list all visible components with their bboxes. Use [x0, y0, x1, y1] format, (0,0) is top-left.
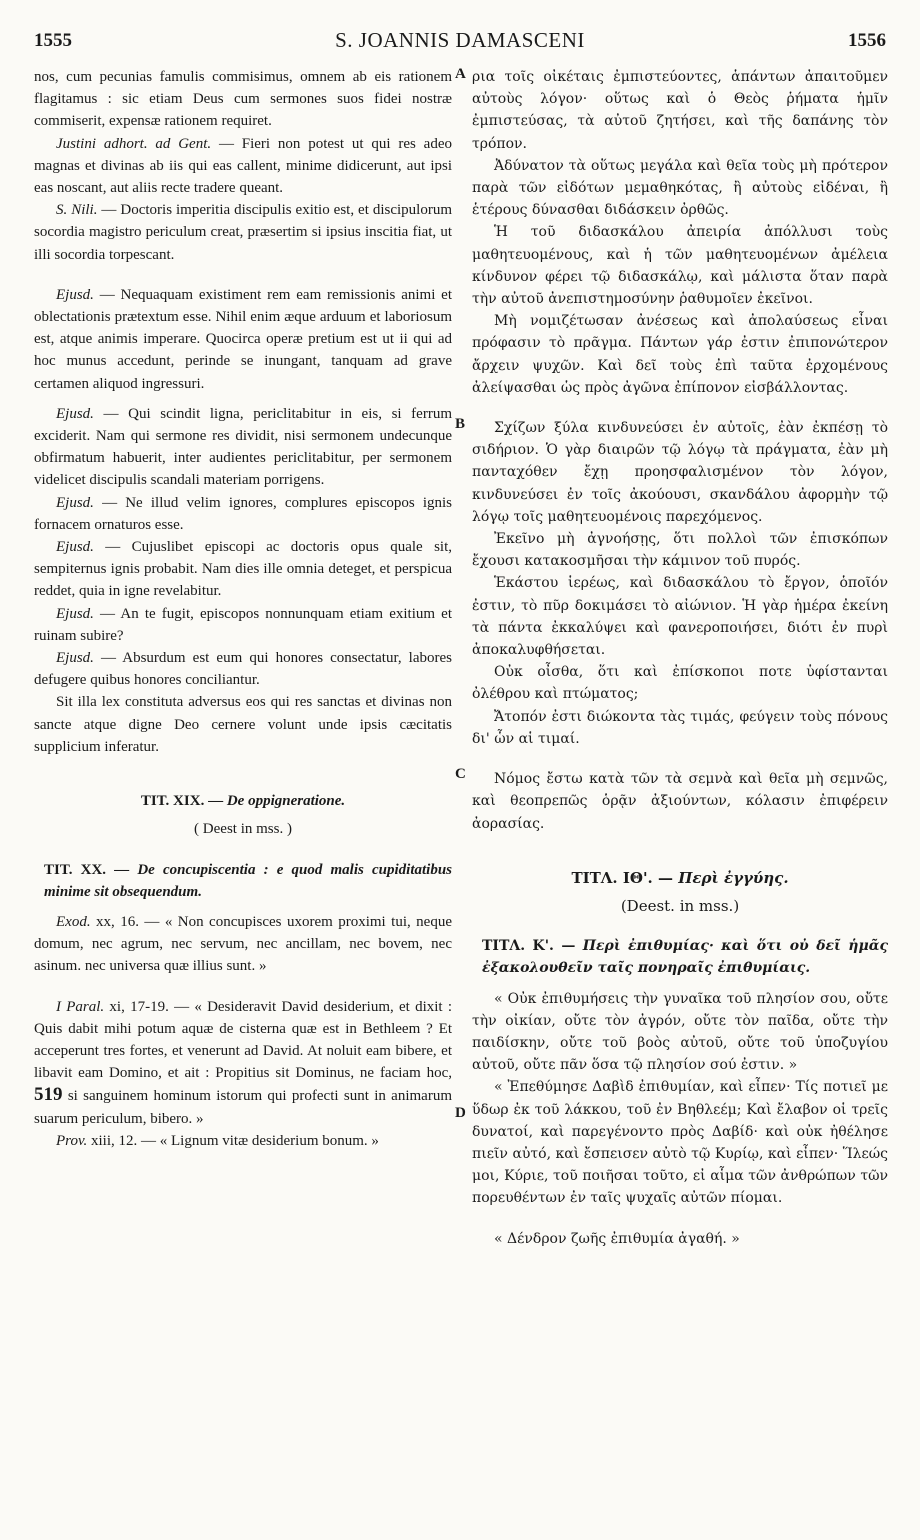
greek-paragraph: Οὐκ οἶσθα, ὅτι καὶ ἐπίσκοποι ποτε ὑφίστανται ὀλέθρου καὶ πτώματος;: [472, 664, 888, 703]
paragraph-text: xx, 16. — « Non concupisces uxorem proximi tui, neque domum, nec agrum, nec servum, nec ancillam, nec bovem, nec asinum. nec universa quæ illius sunt. »: [34, 913, 452, 975]
title-heading: [472, 867, 888, 889]
source-citation: Ejusd.: [56, 605, 94, 622]
latin-paragraph: [34, 492, 452, 536]
column-number: 519: [34, 1084, 63, 1106]
paragraph-text: — Qui scindit ligna, periclitabitur in eis, si ferrum exciderit. Nam qui sermone res dividit, nisi sermonem undecunque obfirmatum habuerit, inter audientes periclitabitur, per sermonem videlicet discipulis scandali materiam porrigens.: [34, 405, 452, 489]
title-label: ΤΙΤΛ. ΙΘ'. —: [571, 868, 679, 887]
running-title: S. JOANNIS DAMASCENI: [335, 28, 585, 52]
title-heading: [34, 859, 452, 903]
paragraph-text: — Ne illud velim ignores, complures episcopos ignis fornacem ornaturos esse.: [34, 494, 452, 533]
paragraph-text: — Fieri non potest ut qui res adeo magnas et divinas ab iis qui eas callent, minime didicerunt, aut ipsi eas noscant, aut aliis recte tradere queant.: [34, 135, 452, 197]
margin-marker-a: A: [455, 66, 466, 82]
greek-paragraph: « Ἐπεθύμησε Δαβὶδ ἐπιθυμίαν, καὶ εἶπεν· Τίς ποτιεῖ με ὕδωρ ἐκ τοῦ λάκκου, τοῦ ἐν Βηθλεέμ; Καὶ ἔλαβον οἱ τρεῖς δυνατοί, καὶ παρεγένοντο πρὸς Δαβίδ· καὶ οὐκ ἠθέλησε πιεῖν αὐτό, καὶ ἔσπεισεν αὐτὸ τῷ Κυρίῳ, καὶ εἶπεν· Ἵλεώς μοι, Κύριε, τοῦ ποιῆσαι τοῦτο, εἰ αἷμα τῶν ἀνθρώπων τῶν πορευθέντων ἐν ταῖς ψυχαῖς αὐτῶν πίομαι.: [472, 1079, 888, 1207]
margin-marker-b: B: [455, 416, 466, 432]
paragraph-text: — Nequaquam existiment rem eam remissionis animi et oblectationis prætextum esse. Nihil enim æque arduum et laboriosum est, atque animis imperare. Quocirca operæ pretium est ut ii qui ad hoc munus accedunt, perinde se inungant, tanquam ad grave certamen aliquod ingressuri.: [34, 286, 452, 392]
greek-paragraph: Σχίζων ξύλα κινδυνεύσει ἐν αὐτοῖς, ἐὰν ἐκπέσῃ τὸ σιδήριον. Ὁ γὰρ διαιρῶν τῷ λόγῳ τὰ πράγματα, ἐὰν μὴ πανταχόθεν ἔχῃ προησφαλισμένον τὸν λόγον, κινδυνεύσει ἐν τοῖς ἀκούουσι, σκανδάλου ἀφορμὴν τῷ λόγῳ τοῖς μαθητευομένοις παρεχόμενος.: [472, 420, 888, 525]
greek-paragraph: Ἡ τοῦ διδασκάλου ἀπειρία ἀπόλλυσι τοὺς μαθητευομένους, καὶ ἡ τῶν μαθητευομένων ἀμέλεια κίνδυνον φέρει τῷ διδασκάλῳ, καὶ μάλιστα ὅταν παρὰ τὴν αὐτοῦ ἀνεπιστημοσύνην ῥαθυμοῖεν ἐκεῖνοι.: [472, 224, 888, 308]
greek-paragraph: « Οὐκ ἐπιθυμήσεις τὴν γυναῖκα τοῦ πλησίον σου, οὔτε τὴν οἰκίαν, οὔτε τὸν ἀγρόν, οὔτε τὸν παῖδα, οὔτε τὴν παιδίσκην, οὔτε τοῦ βοὸς αὐτοῦ, οὔτε τοῦ ὑποζυγίου αὐτοῦ, οὔτε πᾶν ὅσα τῷ πλησίον σού ἐστιν. »: [472, 990, 888, 1074]
paragraph-text: — Absurdum est eum qui honores consectatur, labores defugere quibus honores conciliantur.: [34, 650, 452, 689]
greek-paragraph: Ἄτοπόν ἐστι διώκοντα τὰς τιμάς, φεύγειν τοὺς πόνους δι' ὧν αἱ τιμαί.: [472, 708, 888, 747]
paragraph-text: — Doctoris imperitia discipulis exitio est, et discipulorum socordia magistro periculum creat, præsertim si ipsius inscitia fiat, ut illi socordia torpescant.: [34, 202, 452, 263]
latin-paragraph: nos, cum pecunias famulis commisimus, omnem ab eis rationem flagitamus : sic etiam Deus cum sermones suos fidei nostræ commiserit, expensæ rationem requiret.: [34, 69, 452, 130]
source-citation: Ejusd.: [56, 405, 94, 422]
title-note: (Deest. in mss.): [620, 896, 740, 915]
latin-column: [34, 66, 452, 1152]
title-heading: [34, 790, 452, 812]
latin-paragraph: [34, 603, 452, 647]
greek-column: [472, 66, 888, 1250]
latin-paragraph: [34, 199, 452, 266]
source-citation: I Paral.: [56, 998, 105, 1015]
latin-paragraph: [34, 536, 452, 603]
title-text: De concupiscentia : e quod malis cupiditatibus minime sit obsequendum.: [44, 861, 453, 900]
latin-paragraph: [34, 996, 452, 1130]
latin-paragraph: [34, 911, 452, 978]
source-citation: Prov.: [56, 1132, 88, 1149]
greek-paragraph: ρια τοῖς οἰκέταις ἐμπιστεύοντες, ἁπάντων ἀπαιτοῦμεν αὐτοὺς λόγον· οὕτως καὶ ὁ Θεὸς ῥήματα ἡμῖν ἐμπιστεύσας, τὰ αὐτοῦ ζητήσει, καὶ τῆς δαπάνης τὸν τρόπον.: [472, 69, 888, 152]
page-number-right: 1556: [848, 30, 886, 51]
source-citation: Ejusd.: [56, 539, 94, 556]
greek-paragraph: Ἀδύνατον τὰ οὕτως μεγάλα καὶ θεῖα τοὺς μὴ πρότερον παρὰ τῶν εἰδότων μεμαθηκότας, ἢ αὐτοὺς εἰδέναι, ἢ ἑτέρους δύνασθαι διδάσκειν ὀρθῶς.: [472, 157, 888, 219]
page-number-left: 1555: [34, 30, 72, 51]
title-text: Περὶ ἐπιθυμίας· καὶ ὅτι οὐ δεῖ ἡμᾶς ἐξακολουθεῖν ταῖς πονηραῖς ἐπιθυμίαις.: [482, 938, 888, 977]
greek-paragraph: Ἑκάστου ἱερέως, καὶ διδασκάλου τὸ ἔργον, ὁποῖόν ἐστιν, τὸ πῦρ δοκιμάσει τὸ αἰώνιον. Ἡ γὰρ ἡμέρα ἐκείνη τὰ πάντα ἐκκαλύψει καὶ φανεροποιήσει, διότι ἐν πυρὶ ἀποκαλυφθήσεται.: [472, 575, 888, 659]
source-citation: Ejusd.: [56, 650, 94, 667]
greek-paragraph: Ἐκεῖνο μὴ ἀγνοήσῃς, ὅτι πολλοὶ τῶν ἐπισκόπων ἔχουσι κατακοσμῆσαι τὴν κάμινον τοῦ πυρός.: [472, 531, 888, 570]
latin-paragraph: [34, 133, 452, 200]
latin-paragraph: [34, 1130, 452, 1152]
source-citation: Ejusd.: [56, 494, 94, 511]
page-header: [34, 28, 886, 60]
latin-paragraph: [34, 403, 452, 492]
greek-paragraph: « Δένδρον ζωῆς ἐπιθυμία ἀγαθή. »: [494, 1230, 740, 1247]
title-text: Περὶ ἐγγύης.: [678, 868, 789, 887]
paragraph-text: — Cujuslibet episcopi ac doctoris opus quale sit, sempiternus ignis probabit. Nam dies ille omnia deteget, et perspicua reddet, quia in igne revelabitur.: [34, 539, 452, 600]
paragraph-text: xiii, 12. — « Lignum vitæ desiderium bonum. »: [87, 1132, 379, 1149]
paragraph-text: xi, 17-19. — « Desideravit David desiderium, et dixit : Quis dabit mihi potum aquæ de cisterna quæ est in Bethleem ? Et acceperunt tres fortes, et venerunt ad David. At noluit eam bibere, et libavit eam Domino, et ait : Propitius sit Dominus, ne faciam hoc,: [34, 998, 452, 1082]
title-label: ΤΙΤΛ. Κ'. —: [482, 938, 583, 955]
title-note: ( Deest in mss. ): [194, 821, 292, 838]
greek-paragraph: Μὴ νομιζέτωσαν ἀνέσεως καὶ ἀπολαύσεως εἶναι πρόφασιν τὸ πρᾶγμα. Πάντων γάρ ἐστιν ἐπιπονώτερον ἄρχειν ψυχῶν. Καὶ δεῖ τοὺς ἐπὶ ταῦτα ἐρχομένους ἀλείψασθαι ὡς πρὸς ἀγῶνα ἐπίπονον εἰσβάλλοντας.: [472, 313, 888, 396]
latin-paragraph: Sit illa lex constituta adversus eos qui res sanctas et divinas non sancte atque digne Deo cernere volunt unde ipsis cæcitatis supplicium inferatur.: [34, 694, 452, 755]
margin-marker-d: D: [455, 1105, 466, 1121]
source-citation: Ejusd.: [56, 286, 94, 303]
margin-marker-c: C: [455, 766, 466, 782]
title-text: De oppigneratione.: [226, 793, 346, 810]
source-citation: Justini adhort. ad Gent.: [56, 135, 212, 152]
latin-paragraph: [34, 284, 452, 395]
source-citation: S. Nili.: [56, 202, 98, 219]
title-label: TIT. XX. —: [44, 861, 138, 878]
paragraph-text: — An te fugit, episcopos nonnunquam etiam exitium et ruinam subire?: [34, 605, 452, 644]
title-label: TIT. XIX. —: [140, 793, 227, 810]
paragraph-text: si sanguinem hominum istorum qui profecti sunt in animarum suarum periculum, bibero. »: [34, 1088, 452, 1127]
latin-paragraph: [34, 647, 452, 691]
source-citation: Exod.: [56, 913, 91, 930]
title-heading: [472, 935, 888, 979]
greek-paragraph: Νόμος ἔστω κατὰ τῶν τὰ σεμνὰ καὶ θεῖα μὴ σεμνῶς, καὶ θεοπρεπῶς ὁρᾷν ἀξιούντων, κόλασιν ἐπιφέρειν ἀορασίας.: [472, 771, 888, 832]
